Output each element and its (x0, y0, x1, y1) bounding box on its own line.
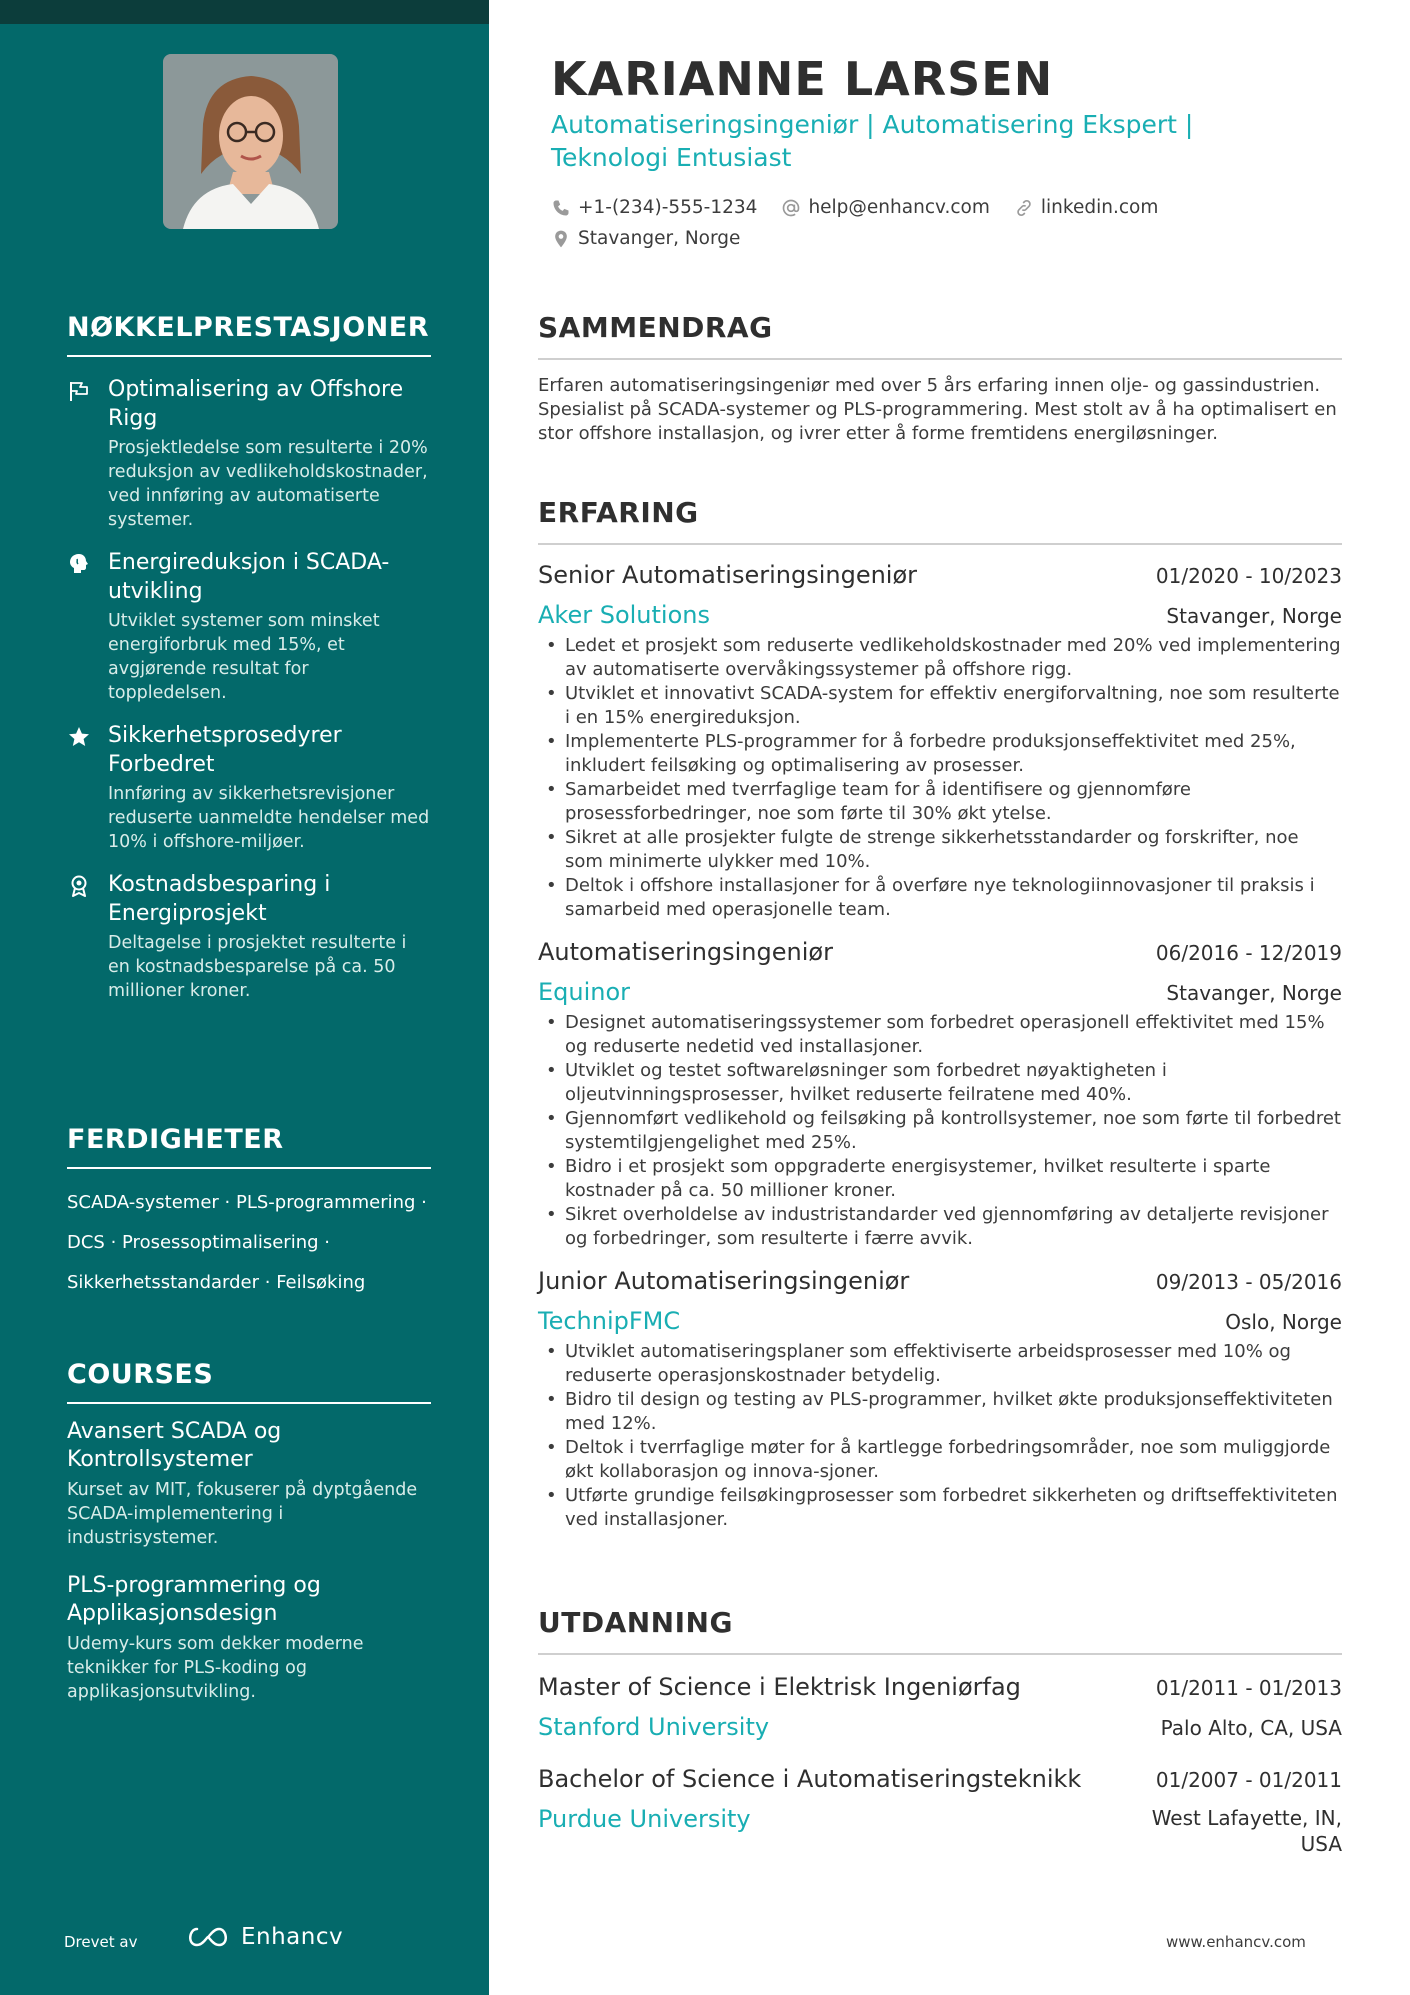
job-company: TechnipFMC (538, 1307, 681, 1335)
achievement-title: Energireduksjon i SCADA-utvikling (108, 550, 390, 604)
enhancv-logo[interactable] (185, 1924, 343, 1950)
enhancv-logo-icon (185, 1925, 231, 1949)
flag-icon (67, 379, 91, 403)
achievement-title: Sikkerhetsprosedyrer Forbedret (108, 723, 342, 777)
job-company: Equinor (538, 978, 631, 1006)
job-bullet: • Samarbeidet med tverrfaglige team for å identifisere og gjennomføre prosessforbedringer, noe som førte til 30% økt ytelse. (538, 778, 1342, 826)
contact-linkedin[interactable] (1014, 197, 1158, 218)
summary-section (538, 311, 1342, 446)
job-bullet: • Utførte grundige feilsøkingprosesser som forbedret sikkerheten og driftseffektiviteten ved installasjoner. (538, 1484, 1342, 1532)
education-title: UTDANNING (538, 1606, 1342, 1655)
job-location: Stavanger, Norge (1166, 604, 1342, 628)
course-item (67, 1572, 431, 1704)
achievements-section (67, 312, 431, 1003)
award-icon (67, 874, 91, 898)
job-location: Stavanger, Norge (1166, 981, 1342, 1005)
job-title: Junior Automatiseringsingeniør (538, 1267, 910, 1295)
job-title: Senior Automatiseringsingeniør (538, 561, 918, 589)
job-bullet: • Sikret at alle prosjekter fulgte de strenge sikkerhetsstandarder og forskrifter, noe som minimerte ulykker med 10%. (538, 826, 1342, 874)
achievement-description: Utviklet systemer som minsket energiforbruk med 15%, et avgjørende resultat for toppledelsen. (108, 611, 380, 703)
education-dates: 01/2011 - 01/2013 (1155, 1676, 1342, 1700)
course-description: Kurset av MIT, fokuserer på dyptgående SCADA-implementering i industrisystemer. (67, 1480, 418, 1548)
skills-section (67, 1124, 431, 1303)
job-bullets (538, 1340, 1342, 1532)
contact-email[interactable] (781, 197, 989, 218)
experience-section (538, 496, 1342, 1532)
education-location-line: West Lafayette, IN, (1151, 1806, 1342, 1830)
job-bullet: • Designet automatiseringssystemer som forbedret operasjonell effektivitet med 15% og reduserte nedetid ved installasjoner. (538, 1011, 1342, 1059)
education-degree: Master of Science i Elektrisk Ingeniørfag (538, 1673, 1021, 1701)
job-title: Automatiseringsingeniør (538, 938, 833, 966)
achievement-description: Prosjektledelse som resulterte i 20% reduksjon av vedlikeholdskostnader, ved innføring av automatiserte systemer. (108, 438, 428, 530)
job-entry (538, 1267, 1342, 1532)
education-location (1152, 1805, 1342, 1857)
profile-photo (163, 54, 338, 229)
enhancv-logo-text: Enhancv (241, 1924, 344, 1950)
job-bullet: • Sikret overholdelse av industristandarder ved gjennomføring av detaljerte revisjoner og forbedringer, som resulterte i færre avvik. (538, 1203, 1342, 1251)
powered-by-label: Drevet av (64, 1933, 138, 1951)
location-pin-icon (551, 229, 571, 249)
skills-title: FERDIGHETER (67, 1124, 431, 1169)
course-item (67, 1418, 431, 1550)
education-section (538, 1606, 1342, 1857)
education-degree: Bachelor of Science i Automatiseringsteknikk (538, 1765, 1082, 1793)
job-dates: 09/2013 - 05/2016 (1155, 1270, 1342, 1294)
job-bullet: • Deltok i tverrfaglige møter for å kartlegge forbedringsområder, noe som muliggjorde økt kollaborasjon og innova-sjoner. (538, 1436, 1342, 1484)
courses-section (67, 1359, 431, 1704)
job-bullet: • Bidro til design og testing av PLS-programmer, hvilket økte produksjonseffektiviteten med 12%. (538, 1388, 1342, 1436)
job-bullets (538, 634, 1342, 922)
achievement-title: Kostnadsbesparing i Energiprosjekt (108, 872, 331, 926)
candidate-name: KARIANNE LARSEN (551, 52, 1054, 106)
contact-location (551, 228, 740, 249)
at-icon (781, 198, 801, 218)
linkedin-text: linkedin.com (1040, 197, 1159, 218)
skills-line: Sikkerhetsstandarder · Feilsøking (67, 1272, 366, 1293)
location-text: Stavanger, Norge (578, 228, 741, 249)
achievement-item (67, 870, 431, 1003)
phone-text: +1-(234)-555-1234 (578, 197, 758, 218)
contact-info (551, 192, 1311, 254)
education-entry (538, 1673, 1342, 1741)
sidebar (0, 0, 489, 1995)
achievement-description: Deltagelse i prosjektet resulterte i en kostnadsbesparelse på ca. 50 millioner kroner. (108, 933, 407, 1001)
job-dates: 06/2016 - 12/2019 (1155, 941, 1342, 965)
job-bullet: • Gjennomført vedlikehold og feilsøking på kontrollsystemer, noe som førte til forbedret systemtilgjengelighet med 25%. (538, 1107, 1342, 1155)
email-text: help@enhancv.com (808, 197, 990, 218)
job-location: Oslo, Norge (1225, 1310, 1342, 1334)
job-bullet: • Bidro i et prosjekt som oppgraderte energisystemer, hvilket resulterte i sparte kostnader på ca. 50 millioner kroner. (538, 1155, 1342, 1203)
experience-title: ERFARING (538, 496, 1342, 545)
skills-list (67, 1183, 431, 1303)
education-location: Palo Alto, CA, USA (1160, 1716, 1342, 1740)
achievement-item (67, 721, 431, 854)
job-bullet: • Utviklet og testet softwareløsninger som forbedret nøyaktigheten i oljeutvinningsprosesser, hvilket reduserte feilratene med 40%. (538, 1059, 1342, 1107)
summary-text: Erfaren automatiseringsingeniør med over 5 års erfaring innen olje- og gassindustrien. Spesialist på SCADA-systemer og PLS-programmering. Mest stolt av å ha optimalisert en stor offshore installasjon, og ivrer etter å forme fremtidens energiløsninger. (538, 375, 1337, 444)
contact-phone[interactable] (551, 197, 757, 218)
education-school: Stanford University (538, 1713, 770, 1741)
summary-title: SAMMENDRAG (538, 311, 1342, 360)
job-bullets (538, 1011, 1342, 1251)
course-description: Udemy-kurs som dekker moderne teknikker for PLS-koding og applikasjonsutvikling. (67, 1634, 364, 1702)
skills-line: SCADA-systemer · PLS-programmering · (67, 1192, 427, 1213)
sidebar-top-bar (0, 0, 489, 24)
education-school: Purdue University (538, 1805, 751, 1833)
course-title: Avansert SCADA og Kontrollsystemer (67, 1419, 282, 1472)
job-bullet: • Implementerte PLS-programmer for å forbedre produksjonseffektivitet med 25%, inkludert feilsøking og optimalisering av prosesser. (538, 730, 1342, 778)
achievement-title: Optimalisering av Offshore Rigg (108, 377, 404, 431)
course-title: PLS-programmering og Applikasjonsdesign (67, 1573, 321, 1626)
job-company: Aker Solutions (538, 601, 710, 629)
job-bullet: • Deltok i offshore installasjoner for å overføre nye teknologiinnovasjoner til praksis i samarbeid med operasjonelle team. (538, 874, 1342, 922)
education-entry (538, 1765, 1342, 1857)
education-location-line: USA (1300, 1832, 1342, 1856)
link-icon (1014, 198, 1034, 218)
achievement-item (67, 548, 431, 705)
job-bullet: • Utviklet automatiseringsplaner som effektiviserte arbeidsprosesser med 10% og reduserte operasjonskostnader betydelig. (538, 1340, 1342, 1388)
education-dates: 01/2007 - 01/2011 (1155, 1768, 1342, 1792)
job-entry (538, 561, 1342, 922)
job-bullet: • Utviklet et innovativt SCADA-system for effektiv energiforvaltning, noe som resulterte i en 15% energireduksjon. (538, 682, 1342, 730)
job-dates: 01/2020 - 10/2023 (1155, 564, 1342, 588)
phone-icon (551, 198, 571, 218)
courses-title: COURSES (67, 1359, 431, 1404)
job-entry (538, 938, 1342, 1251)
star-icon (67, 725, 91, 749)
achievement-item (67, 375, 431, 532)
footer-website[interactable]: www.enhancv.com (1166, 1933, 1306, 1951)
brain-icon (67, 552, 91, 576)
candidate-headline: Automatiseringsingeniør | Automatisering Ekspert | Teknologi Entusiast (551, 110, 1194, 172)
job-bullet: • Ledet et prosjekt som reduserte vedlikeholdskostnader med 20% ved implementering av automatiserte overvåkingssystemer på offshore rigg. (538, 634, 1342, 682)
achievement-description: Innføring av sikkerhetsrevisjoner reduserte uanmeldte hendelser med 10% i offshore-miljøer. (108, 784, 430, 852)
skills-line: DCS · Prosessoptimalisering · (67, 1232, 330, 1253)
achievements-title: NØKKELPRESTASJONER (67, 312, 431, 357)
